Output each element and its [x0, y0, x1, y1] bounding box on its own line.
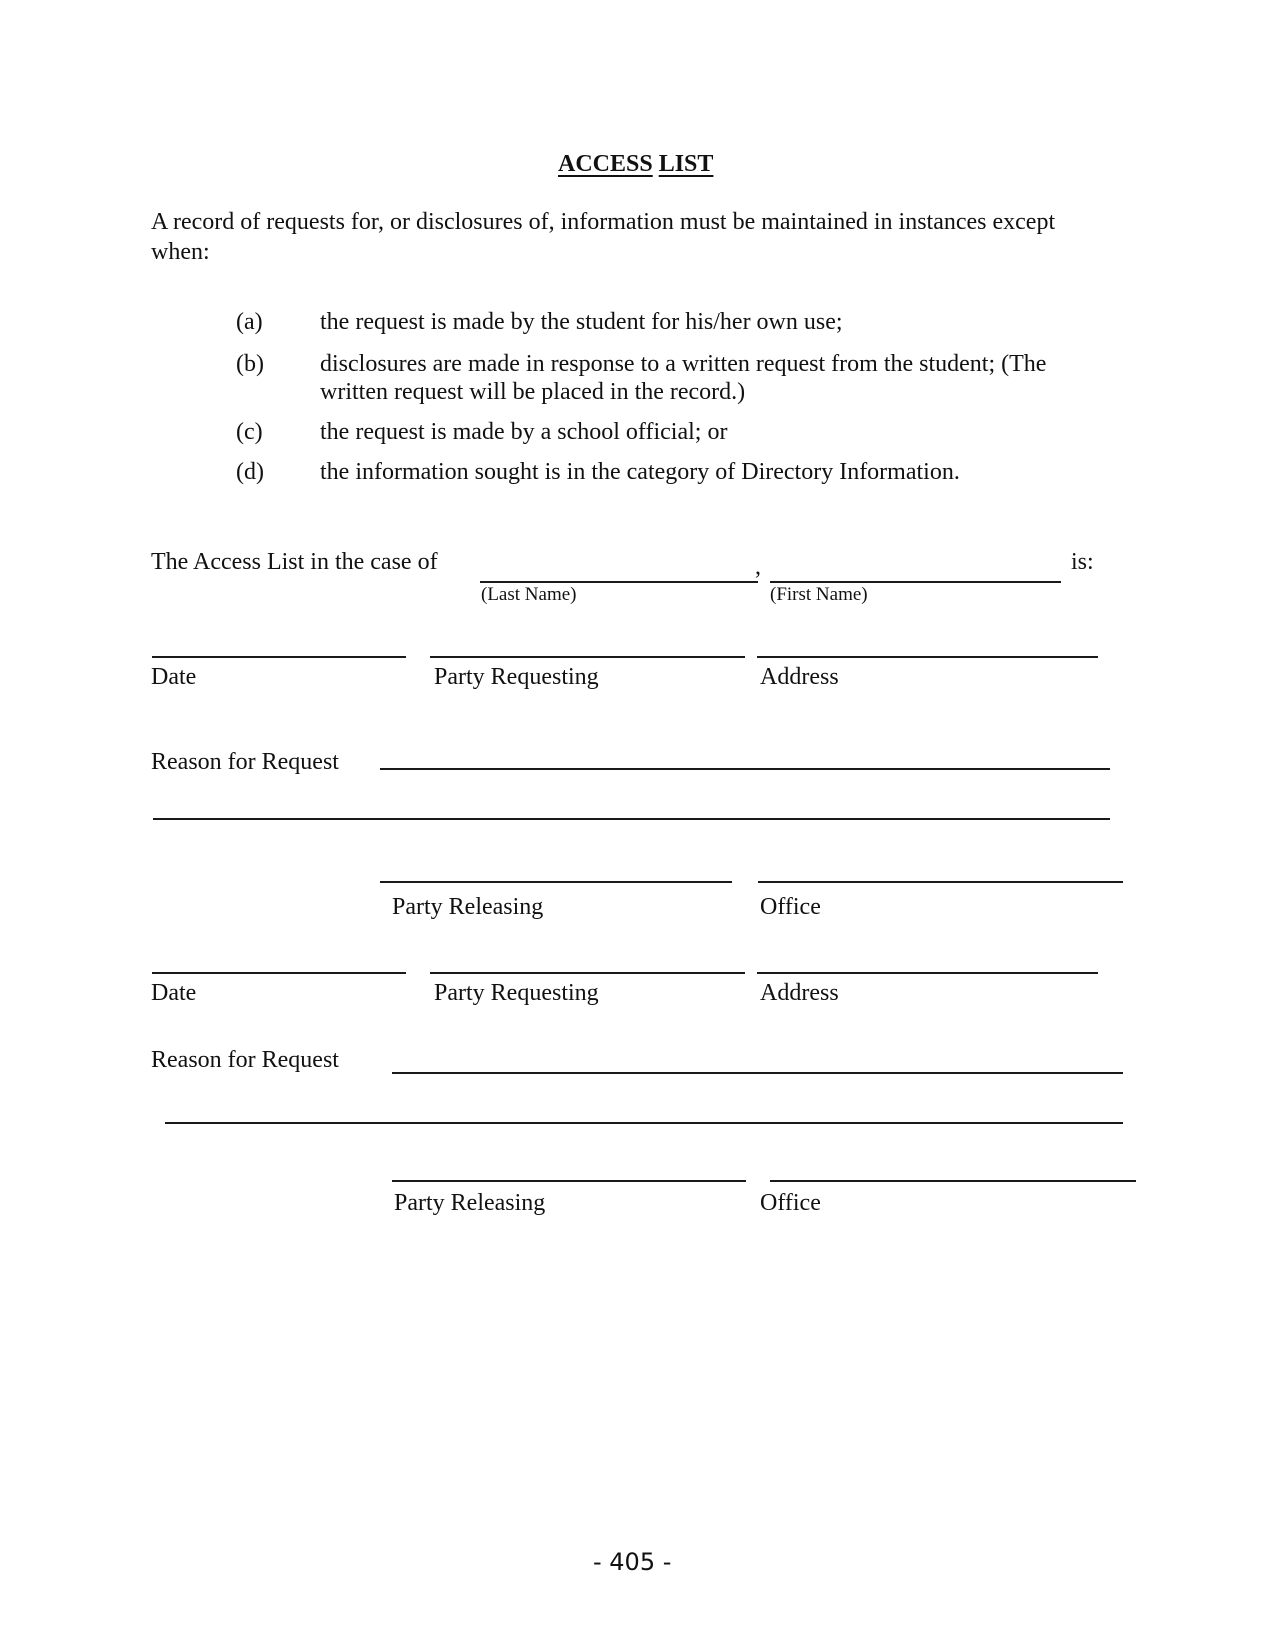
exception-text-c: the request is made by a school official; or: [320, 419, 728, 445]
office-line: [770, 1180, 1136, 1182]
exception-label-b: (b): [236, 351, 264, 377]
title-word-access: ACCESS: [558, 151, 653, 177]
office-line: [758, 881, 1123, 883]
party-requesting-field[interactable]: [430, 942, 745, 972]
office-field[interactable]: [758, 851, 1123, 881]
reason-line-2: [165, 1122, 1123, 1124]
party-requesting-label: Party Requesting: [434, 664, 599, 690]
party-requesting-label: Party Requesting: [434, 980, 599, 1006]
last-name-line: [480, 581, 758, 583]
party-releasing-label: Party Releasing: [392, 894, 544, 920]
page-title: [558, 150, 713, 178]
date-field[interactable]: [152, 942, 406, 972]
reason-line-1: [392, 1072, 1123, 1074]
page-number: - 405 -: [593, 1548, 672, 1576]
party-releasing-field[interactable]: [380, 851, 732, 881]
first-name-label: (First Name): [770, 584, 868, 605]
reason-field-1[interactable]: [392, 1042, 1123, 1072]
address-field[interactable]: [757, 626, 1098, 656]
exception-text-b-line-1: disclosures are made in response to a written request from the student; (The: [320, 351, 1047, 377]
party-releasing-label: Party Releasing: [394, 1190, 546, 1216]
party-releasing-line: [380, 881, 732, 883]
date-label: Date: [151, 980, 197, 1006]
reason-line-1: [380, 768, 1110, 770]
address-line: [757, 656, 1098, 658]
last-name-label: (Last Name): [481, 584, 577, 605]
exception-text-a: the request is made by the student for his/her own use;: [320, 309, 843, 335]
reason-label: Reason for Request: [151, 749, 339, 775]
exception-label-c: (c): [236, 419, 263, 445]
party-releasing-line: [392, 1180, 746, 1182]
intro-line-2: when:: [151, 239, 210, 265]
exception-text-d: the information sought is in the category of Directory Information.: [320, 459, 960, 485]
last-name-field[interactable]: [480, 551, 758, 581]
address-field[interactable]: [757, 942, 1098, 972]
exception-label-d: (d): [236, 459, 264, 485]
party-requesting-line: [430, 656, 745, 658]
reason-field-2[interactable]: [165, 1092, 1123, 1122]
exception-text-b-line-2: written request will be placed in the record.): [320, 379, 746, 405]
party-requesting-field[interactable]: [430, 626, 745, 656]
intro-line-1: A record of requests for, or disclosures of, information must be maintained in instances except: [151, 209, 1056, 235]
office-label: Office: [760, 1190, 821, 1216]
reason-label: Reason for Request: [151, 1047, 339, 1073]
exception-label-a: (a): [236, 309, 263, 335]
party-releasing-field[interactable]: [392, 1150, 746, 1180]
party-requesting-line: [430, 972, 745, 974]
date-field[interactable]: [152, 626, 406, 656]
title-word-list: LIST: [658, 151, 714, 177]
first-name-field[interactable]: [770, 551, 1061, 581]
reason-field-2[interactable]: [153, 788, 1110, 818]
case-of-comma: ,: [755, 554, 761, 580]
address-line: [757, 972, 1098, 974]
office-field[interactable]: [770, 1150, 1136, 1180]
date-line: [152, 972, 406, 974]
case-of-prefix: The Access List in the case of: [151, 549, 438, 575]
first-name-line: [770, 581, 1061, 583]
date-line: [152, 656, 406, 658]
reason-line-2: [153, 818, 1110, 820]
office-label: Office: [760, 894, 821, 920]
address-label: Address: [760, 980, 839, 1006]
date-label: Date: [151, 664, 197, 690]
address-label: Address: [760, 664, 839, 690]
reason-field-1[interactable]: [380, 738, 1110, 768]
case-of-suffix: is:: [1071, 549, 1094, 575]
